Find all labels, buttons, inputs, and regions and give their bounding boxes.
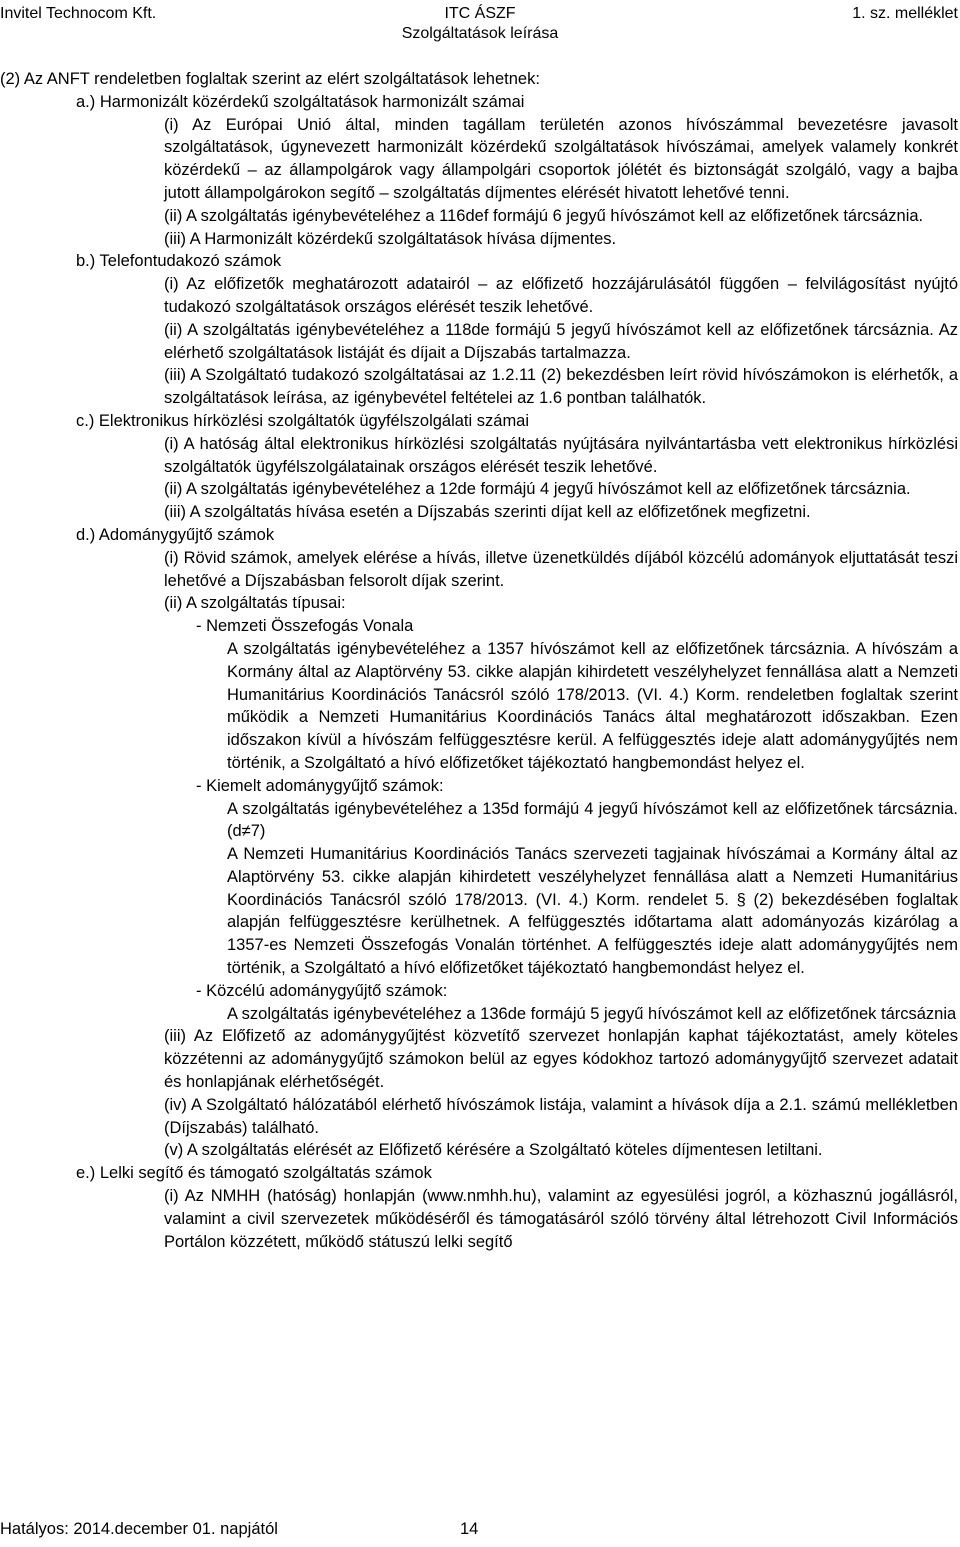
section-c-title: c.) Elektronikus hírközlési szolgáltatók ügyfélszolgálati számai [76, 411, 530, 430]
section-d-item-iv: (iv) A Szolgáltató hálózatából elérhető hívószámok listája, valamint a hívások díja a 2.1. számú mellékletben (Díjszabás) található. [164, 1095, 958, 1137]
donation-type-2-text-1: A szolgáltatás igénybevételéhez a 135d formájú 4 jegyű hívószámot kell az előfizetőnek tárcsáznia. (d≠7) [227, 799, 958, 841]
header-company: Invitel Technocom Kft. [0, 5, 157, 22]
section-d-item-ii: (ii) A szolgáltatás típusai: [164, 594, 346, 613]
section-e-title: e.) Lelki segítő és támogató szolgáltatás számok [76, 1164, 432, 1183]
section-b-item-iii: (iii) A Szolgáltató tudakozó szolgáltatásai az 1.2.11 (2) bekezdésben leírt rövid hívószámokon is elérhetők, a szolgáltatások leírása, az igénybevétel feltételei az 1.6 pontban találhatók. [164, 366, 958, 408]
section-b-item-ii: (ii) A szolgáltatás igénybevételéhez a 118de formájú 5 jegyű hívószámot kell az előfizetőnek tárcsáznia. Az elérhető szolgáltatások listáját és díjait a Díjszabás tartalmazza. [164, 320, 958, 362]
donation-type-3-text: A szolgáltatás igénybevételéhez a 136de formájú 5 jegyű hívószámot kell az előfizetőnek tárcsáznia [227, 1004, 957, 1023]
section-c-item-i: (i) A hatóság által elektronikus hírközlési szolgáltatás nyújtására nyilvántartásba vett elektronikus hírközlési szolgáltatók ügyfélszolgálatainak országos elérését teszik lehetővé. [164, 434, 958, 476]
section-a-item-ii: (ii) A szolgáltatás igénybevételéhez a 116def formájú 6 jegyű hívószámot kell az előfizetőnek tárcsáznia. [164, 206, 924, 225]
section-c-item-iii: (iii) A szolgáltatás hívása esetén a Díjszabás szerinti díjat kell az előfizetőnek megfizetni. [164, 503, 811, 522]
section-c-item-ii: (ii) A szolgáltatás igénybevételéhez a 12de formájú 4 jegyű hívószámot kell az előfizetőnek tárcsáznia. [164, 480, 911, 499]
section-a-item-iii: (iii) A Harmonizált közérdekű szolgáltatások hívása díjmentes. [164, 229, 617, 248]
donation-type-2-text-2: A Nemzeti Humanitárius Koordinációs Tanács szervezeti tagjainak hívószámai a Kormány által az Alaptörvény 53. cikke alapján kihirdetett veszélyhelyzet fennállása alatt a Nemzeti Humanitárius Koordinációs Tanácsról szóló 178/2013. (VI. 4.) Korm. rendelet 5. § (2) bekezdésében foglaltak alapján felfüggesztésre kerülhetnek. A felfüggesztés időtartama alatt adományozás kizárólag a 1357-es Nemzeti Összefogás Vonalán történhet. A felfüggesztés ideje alatt adománygyűjtés nem történik, a Szolgáltató a hívó előfizetőket tájékoztató hangbemondást helyez el. [227, 845, 958, 978]
header-doc-title: Szolgáltatások leírása [401, 25, 559, 42]
section-d-title: d.) Adománygyűjtő számok [76, 525, 275, 544]
section-b-title: b.) Telefontudakozó számok [76, 252, 282, 271]
page-number: 14 [460, 1520, 479, 1538]
document-body [0, 68, 958, 1253]
donation-type-1-text: A szolgáltatás igénybevételéhez a 1357 hívószámot kell az előfizetőnek tárcsáznia. A hívószám a Kormány által az Alaptörvény 53. cikke alapján kihirdetett veszélyhelyzet fennállása alatt a Nemzeti Humanitárius Koordinációs Tanácsról szóló 178/2013. (VI. 4.) Korm. rendeletben foglaltak szerint működik a Nemzeti Humanitárius Koordinációs Tanács által meghatározott időszakban. Ezen időszakon kívül a hívószám felfüggesztésre kerül. A felfüggesztés ideje alatt adománygyűjtés nem történik, a Szolgáltató a hívó előfizetőket tájékoztató hangbemondást helyez el. [227, 639, 958, 772]
page-header [0, 4, 960, 46]
section-b-item-i: (i) Az előfizetők meghatározott adatairól – az előfizető hozzájárulásától függően – felvilágosítást nyújtó tudakozó szolgáltatások országos elérését teszik lehetővé. [164, 275, 958, 316]
section-d-item-i: (i) Rövid számok, amelyek elérése a hívás, illetve üzenetküldés díjából közcélú adományok eljuttatását teszi lehetővé a Díjszabásban felsorolt díjak szerint. [164, 548, 958, 590]
section-a-item-i: (i) Az Európai Unió által, minden tagállam területén azonos hívószámmal bevezetésre javasolt szolgáltatások, úgynevezett harmonizált közérdekű szolgáltatások hívószámai, amelyek valamely konkrét közérdekű – az állampolgárok vagy állampolgári csoportok jólétét és biztonságát szolgáló, vagy a bajba jutott állampolgárokon segítő – szolgáltatás díjmentes elérését hivatott lehetővé tenni. [164, 115, 958, 202]
section-e-item-i: (i) Az NMHH (hatóság) honlapján (www.nmhh.hu), valamint az egyesülési jogról, a közhasznú jogállásról, valamint a civil szervezetek működéséről és támogatásáról szóló törvény által létrehozott Civil Információs Portálon közzétett, működő státuszú lelki segítő [164, 1187, 958, 1251]
donation-type-3-title: - Közcélú adománygyűjtő számok: [196, 981, 448, 1000]
header-org: ITC ÁSZF [444, 5, 516, 22]
section-d-item-iii: (iii) Az Előfizető az adománygyűjtést közvetítő szervezet honlapján kaphat tájékoztatást, amely köteles közzétenni az adománygyűjtő számokon belül az egyes kódokhoz tartozó adománygyűjtő szervezet adatait és honlapjának elérhetőségét. [164, 1027, 958, 1092]
footer-validity: Hatályos: 2014.december 01. napjától [0, 1520, 278, 1538]
section-a-title: a.) Harmonizált közérdekű szolgáltatások harmonizált számai [76, 92, 525, 111]
intro-paragraph: (2) Az ANFT rendeletben foglaltak szerint az elért szolgáltatások lehetnek: [0, 70, 540, 88]
header-annex: 1. sz. melléklet [852, 5, 958, 22]
donation-type-1-title: - Nemzeti Összefogás Vonala [196, 617, 414, 636]
section-d-item-v: (v) A szolgáltatás elérését az Előfizető kérésére a Szolgáltató köteles díjmentesen letiltani. [164, 1141, 823, 1160]
page-footer [0, 1520, 960, 1544]
donation-type-2-title: - Kiemelt adománygyűjtő számok: [196, 776, 444, 795]
